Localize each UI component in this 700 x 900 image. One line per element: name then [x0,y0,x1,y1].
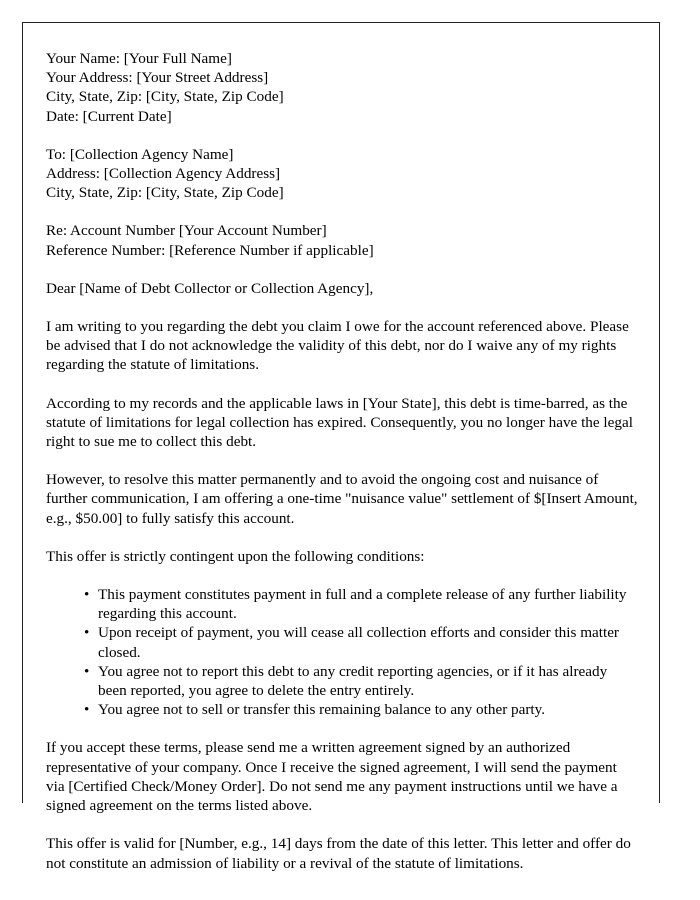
list-item [84,585,639,623]
sender-address-block [46,49,639,126]
list-item-text: Upon receipt of payment, you will cease all collection efforts and consider this matter closed. [98,624,619,661]
paragraph-offer-validity: This offer is valid for [Number, e.g., 14] days from the date of this letter. This letter and offer do not constitute an admission of liability or a revival of the statute of limitations. [46,835,631,872]
account-number-line: Re: Account Number [Your Account Number] [46,222,327,240]
letter-date-line: Date: [Current Date] [46,107,172,125]
sender-name-line: Your Name: [Your Full Name] [46,50,232,67]
list-item [84,623,639,661]
conditions-list [46,585,639,719]
sender-city-state-zip-line: City, State, Zip: [City, State, Zip Code] [46,88,284,106]
recipient-address-block [46,145,639,203]
list-item [84,662,639,700]
list-item-text: You agree not to sell or transfer this remaining balance to any other party. [98,701,546,719]
recipient-name-line: To: [Collection Agency Name] [46,145,234,163]
paragraph-settlement-offer: However, to resolve this matter permanently and to avoid the ongoing cost and nuisance of further communication, I am offering a one-time "nuisance value" settlement of $[Insert Amount, e.g., $50.00] to fully satisfy this account. [46,471,638,527]
document-body [23,23,659,873]
recipient-city-state-zip-line: City, State, Zip: [City, State, Zip Code] [46,184,284,202]
document-page [22,22,660,872]
bullet-icon: • [84,624,90,642]
list-item [84,700,639,719]
list-item-text: You agree not to report this debt to any credit reporting agencies, or if it has already been reported, you agree to delete the entry entirely. [98,662,608,700]
recipient-street-line: Address: [Collection Agency Address] [46,165,281,183]
bullet-icon: • [84,701,90,719]
paragraph-acceptance-terms: If you accept these terms, please send me a written agreement signed by an authorized representative of your company. Once I receive the signed agreement, I will send the payment via [Certified Check/Money Order]. Do not send me any payment instructions until we have a signed agreement on the terms listed above. [46,739,618,815]
sender-street-line: Your Address: [Your Street Address] [46,69,269,87]
reference-number-line: Reference Number: [Reference Number if applicable] [46,241,374,259]
paragraph-debt-validity: I am writing to you regarding the debt you claim I owe for the account referenced above. Please be advised that I do not acknowledge the validity of this debt, nor do I waive any of my rights regarding the statute of limitations. [46,318,629,374]
reference-block [46,221,639,259]
conditions-lead-in: This offer is strictly contingent upon the following conditions: [46,547,425,565]
bullet-icon: • [84,662,90,680]
paragraph-statute-of-limitations: According to my records and the applicable laws in [Your State], this debt is time-barred, as the statute of limitations for legal collection has expired. Consequently, you no longer have the legal right to sue me to collect this debt. [46,394,633,451]
list-item-text: This payment constitutes payment in full and a complete release of any further liability regarding this account. [98,586,627,623]
salutation-line: Dear [Name of Debt Collector or Collection Agency], [46,279,374,297]
bullet-icon: • [84,586,90,604]
